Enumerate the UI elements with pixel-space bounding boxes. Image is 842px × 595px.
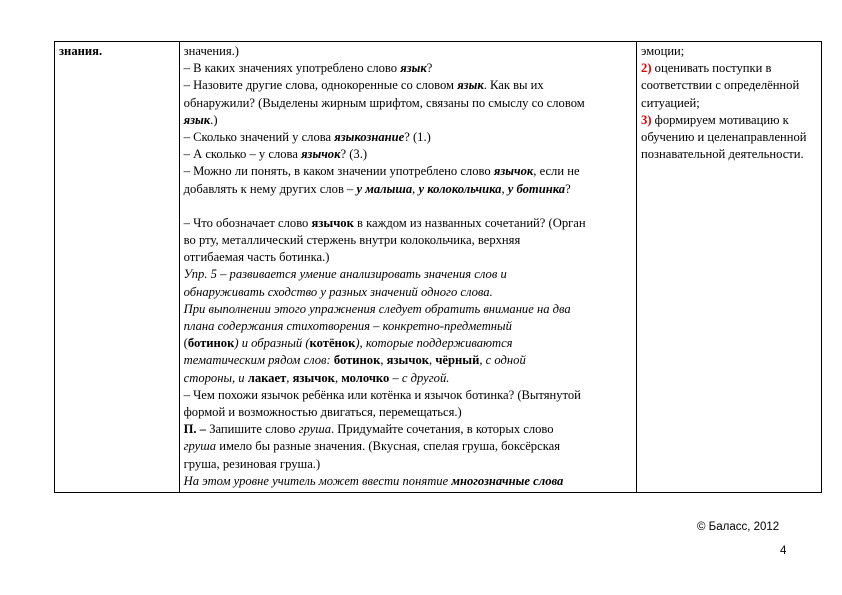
text-run: П. – [183, 422, 210, 437]
content-line [184, 301, 632, 318]
text-run: – Можно ли понять, в каком значении употреблено слово [183, 164, 494, 179]
outcome-line [641, 43, 817, 60]
text-run: . Как вы их [483, 78, 544, 93]
content-line [184, 404, 632, 421]
text-run: ситуацией; [641, 95, 700, 110]
text-run: , [412, 181, 419, 196]
text-run: язычок [311, 215, 354, 230]
content-line [184, 284, 632, 301]
text-run: лакает [247, 370, 287, 385]
text-run: у малыша [356, 181, 413, 196]
text-run: , [380, 353, 387, 368]
text-run: у ботинка [507, 181, 566, 196]
text-run: чёрный [435, 353, 480, 368]
text-run: эмоции; [641, 44, 685, 58]
text-run: – В каких значениях употреблено слово [183, 61, 401, 76]
text-run: добавлять к нему других слов – [183, 181, 357, 196]
text-run: , [501, 181, 508, 196]
outcome-line [641, 95, 817, 112]
text-run: , [334, 370, 342, 385]
text-run: груша [298, 422, 331, 437]
content-line [184, 215, 632, 232]
text-run: ) и образный ( [234, 336, 310, 351]
text-run: котёнок [309, 336, 356, 351]
content-line [184, 370, 632, 387]
text-run: На этом уровне учитель может ввести понятие [183, 473, 452, 488]
content-line [184, 266, 632, 283]
content-line [184, 181, 632, 198]
content-line [184, 95, 632, 112]
text-run: формой и возможностью двигаться, перемещаться.) [183, 405, 462, 420]
text-run: оценивать поступки в [651, 61, 772, 76]
text-run: .) [210, 112, 218, 127]
text-run: в каждом из названных сочетаний? (Орган [353, 215, 586, 230]
content-line [184, 146, 632, 163]
outcome-line [641, 60, 817, 77]
content-line [184, 198, 632, 215]
lesson-table [54, 41, 822, 493]
text-run: , [286, 370, 293, 385]
text-run: – Сколько значений у слова [183, 130, 335, 145]
text-run: груша, резиновая груша.) [183, 456, 321, 471]
text-run: многозначные слова [451, 473, 564, 488]
text-run: обучению и целенаправленной [641, 130, 807, 145]
text-run: – Что обозначает слово [183, 215, 312, 230]
text-run: ботинок [333, 353, 381, 368]
text-run: язык [457, 78, 484, 93]
content-line [184, 77, 632, 94]
text-run: значения.) [183, 44, 239, 58]
text-run: ( [183, 336, 188, 351]
text-run: язык [400, 61, 427, 76]
text-run: во рту, металлический стержень внутри колокольчика, верхняя [183, 233, 521, 248]
outcome-line [641, 146, 817, 163]
text-run: ботинок [187, 336, 235, 351]
content-line [184, 232, 632, 249]
text-run: язычок [301, 147, 341, 162]
text-run: Запишите слово [209, 422, 299, 437]
outcome-line [641, 77, 817, 94]
content-line [184, 473, 632, 490]
text-run: плана содержания стихотворения – конкретно-предметный [183, 319, 512, 334]
text-run: язык [183, 112, 211, 127]
outcomes-cell [637, 42, 822, 493]
text-run: ? (3.) [340, 147, 368, 162]
stage-label: знания. [59, 44, 103, 58]
copyright-footer: © Баласс, 2012 [697, 521, 780, 533]
stage-cell [55, 42, 180, 493]
content-line [184, 318, 632, 335]
text-run: познавательной деятельности. [641, 147, 804, 162]
outcome-line [641, 129, 817, 146]
text-run: 3) [641, 112, 652, 127]
text-run: – Чем похожи язычок ребёнка или котёнка и язычок ботинка? (Вытянутой [183, 387, 581, 402]
content-line [184, 129, 632, 146]
outcome-line [641, 112, 817, 129]
content-line [184, 387, 632, 404]
content-line [184, 249, 632, 266]
text-run: , [429, 353, 436, 368]
text-run: ? (1.) [404, 130, 431, 145]
text-run: имело бы разные значения. (Вкусная, спелая груша, боксёрская [216, 439, 561, 454]
text-run: ), которые поддерживаются [355, 336, 513, 351]
content-line [184, 163, 632, 180]
text-run: молочко [341, 370, 390, 385]
text-run: формируем мотивацию к [651, 112, 789, 127]
text-run: , если не [533, 164, 580, 179]
text-run: Упр. 5 – развивается умение анализировать значения слов и [183, 267, 507, 282]
content-line [184, 456, 632, 473]
content-line [184, 335, 632, 352]
text-run: тематическим рядом слов: [183, 353, 334, 368]
text-run: соответствии с определённой [641, 78, 800, 93]
content-line [184, 112, 632, 129]
content-line [184, 60, 632, 77]
content-line [184, 421, 632, 438]
text-run: При выполнении этого упражнения следует обратить внимание на два [183, 301, 571, 316]
text-run: у колокольчика [418, 181, 502, 196]
text-run: обнаруживать сходство у разных значений одного слова. [183, 284, 493, 299]
text-run: ? [426, 61, 433, 76]
text-run: ? [565, 181, 571, 196]
text-run: языкознание [334, 130, 405, 145]
content-line [184, 438, 632, 455]
text-run: язычок [292, 370, 335, 385]
text-run: груша [183, 439, 217, 454]
text-run: . Придумайте сочетания, в которых слово [331, 422, 554, 437]
page-number: 4 [780, 545, 787, 557]
text-run: отгибаемая часть ботинка.) [183, 250, 330, 265]
content-line [184, 352, 632, 369]
text-run: – с другой. [389, 370, 450, 385]
table-row [55, 42, 822, 493]
text-run: стороны, и [183, 370, 248, 385]
text-run: 2) [641, 61, 652, 76]
text-run: язычок [493, 164, 534, 179]
text-run: , с одной [479, 353, 526, 368]
text-run: язычок [386, 353, 430, 368]
text-run: – А сколько – у слова [183, 147, 302, 162]
text-run: – Назовите другие слова, однокоренные со словом [183, 78, 458, 93]
content-line [184, 43, 632, 60]
text-run: обнаружили? (Выделены жирным шрифтом, связаны по смыслу со словом [183, 95, 585, 110]
lesson-content-cell [179, 42, 636, 493]
